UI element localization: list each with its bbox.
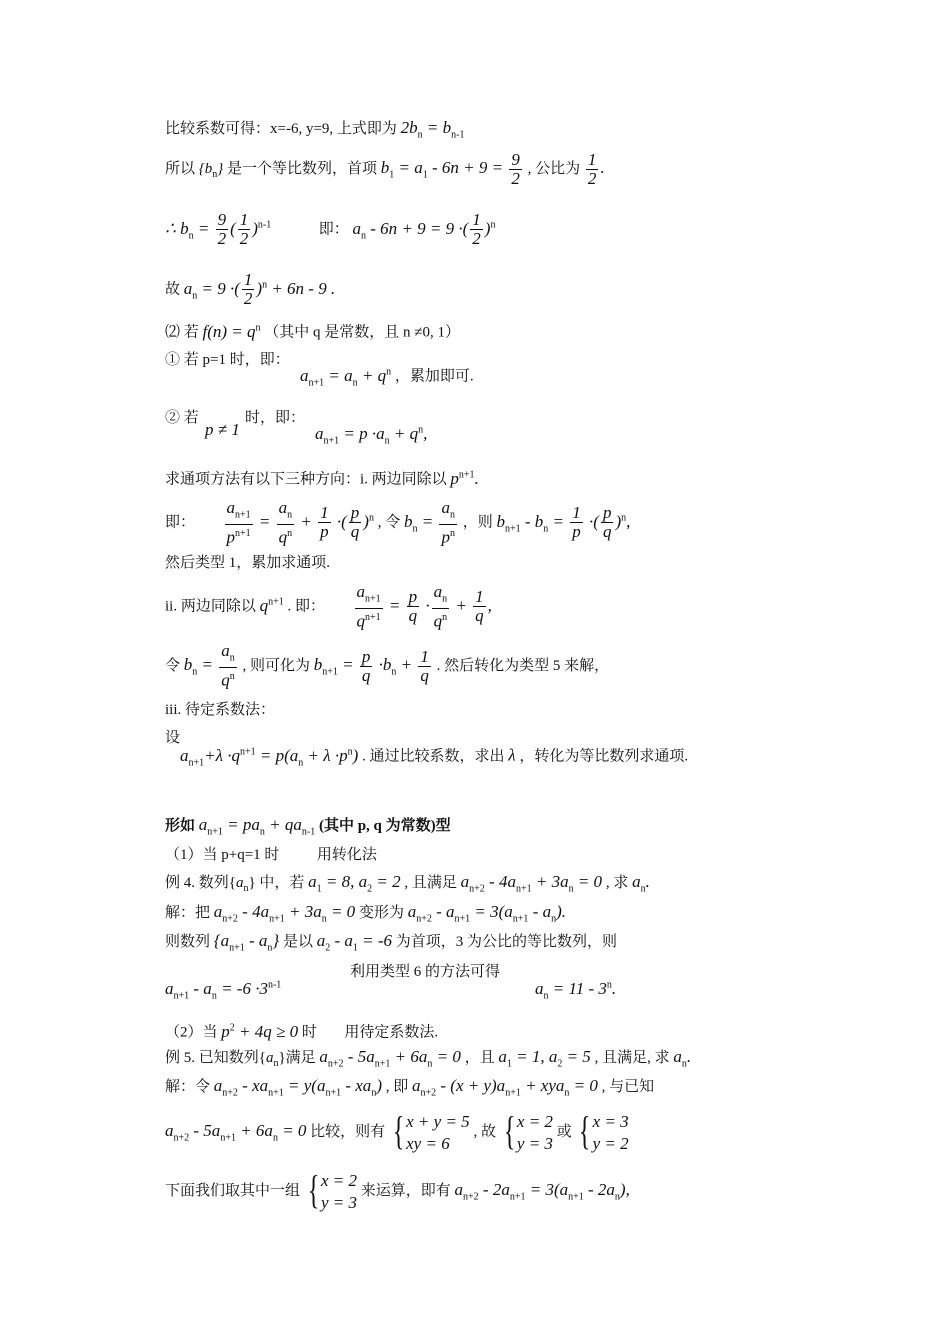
line-bn-formula bbox=[165, 205, 495, 256]
line-geometric-bn bbox=[165, 150, 605, 193]
text: (其中 p, q 为常数)型 bbox=[318, 818, 451, 834]
text: 或 bbox=[556, 1124, 572, 1140]
formula: $2b_n = b_{n-1}$ bbox=[400, 118, 465, 141]
formula: $a_n = 11 - 3^n$. bbox=[535, 978, 617, 1002]
text: 例 5. 已知数列{ bbox=[165, 1050, 266, 1066]
formula: $a_{n+2} - 5a_{n+1} + 6a_n = 0$ bbox=[319, 1047, 461, 1070]
formula: $b_{n+1} - b_n$ = $\frac{1}{p}$ ·( $\frac{p}{q}$ )$^n$, bbox=[496, 503, 631, 542]
line-case2 bbox=[165, 318, 460, 343]
formula: $a_n$ bbox=[235, 875, 249, 894]
formula: $f(n) = q^n$ bbox=[202, 321, 261, 341]
formula: $a_1 = 1$, $a_2 = 5$ bbox=[498, 1047, 591, 1070]
text: ，累加即可. bbox=[394, 368, 474, 385]
text: 例 4. 数列{ bbox=[165, 875, 236, 891]
text: ② 若 bbox=[165, 410, 199, 426]
text: 是以 bbox=[282, 934, 313, 950]
text: 解：把 bbox=[165, 905, 211, 921]
formula: $a_n - 6n + 9 = 9$ ·( $\frac{1}{2}$ )$^n$ bbox=[352, 210, 496, 249]
formula: $a_{n+2} - 2a_{n+1} = 3(a_{n+1} - 2a_n)$, bbox=[454, 1180, 630, 1203]
formula: ∴ $b_n$ = $\frac{9}{2}$ ( $\frac{1}{2}$ )$^{n-1}$ bbox=[165, 210, 272, 249]
text: , 公比为 bbox=[527, 161, 581, 177]
formula: $\{a_{n+1} - a_n\}$ bbox=[213, 931, 280, 954]
text: . 然后转化为类型 5 来解， bbox=[436, 657, 610, 674]
text: 令 bbox=[165, 657, 181, 674]
formula: $a_n$. bbox=[673, 1047, 692, 1070]
line-case-undetermined bbox=[165, 1018, 438, 1043]
section-heading bbox=[165, 815, 451, 842]
line-result-4 bbox=[535, 975, 616, 1006]
text: 时 bbox=[301, 1024, 317, 1041]
text: 比较，则有 bbox=[310, 1124, 386, 1140]
text: 即： bbox=[165, 514, 196, 531]
line-lambda-set bbox=[165, 728, 180, 748]
text: , 且满足 bbox=[404, 875, 457, 891]
text: , 与已知 bbox=[601, 1079, 655, 1095]
text: （1）当 p+q=1 时 bbox=[165, 847, 280, 863]
line-solution-5 bbox=[165, 1076, 654, 1103]
text: ，则 bbox=[462, 514, 493, 531]
formula: $a_{n+2} - 4a_{n+1} + 3a_n = 0$ bbox=[213, 902, 356, 925]
text: 则数列 bbox=[165, 934, 211, 950]
text: 是一个等比数列，首项 bbox=[227, 161, 378, 177]
line-case-pq1 bbox=[165, 845, 377, 865]
text: ⑵ 若 bbox=[165, 324, 199, 341]
line-p-not-1-text bbox=[245, 408, 305, 428]
text: 为首项，3 为公比的等比数列，则 bbox=[395, 934, 618, 950]
text: （2）当 bbox=[165, 1024, 218, 1041]
line-compare bbox=[165, 1106, 629, 1163]
text: 用转化法 bbox=[316, 847, 377, 863]
line-method-ii bbox=[165, 582, 492, 631]
formula: $a_2 - a_1 = -6$ bbox=[316, 931, 393, 954]
line-method-i bbox=[165, 498, 630, 549]
line-method-ii-sub bbox=[165, 642, 609, 692]
formula: $\frac{a_{n+1}}{q^{n+1}}$ = $\frac{p}{q}$ · $\frac{a_n}{q^n}$ + $\frac{1}{q}$ , bbox=[356, 581, 492, 631]
text: ii. 两边同除以 bbox=[165, 598, 256, 615]
line-example-4 bbox=[165, 872, 650, 899]
text: 用待定系数法. bbox=[344, 1024, 439, 1041]
formula: $a_n = 9$ ·( $\frac{1}{2}$ )$^n$ + 6n - 9 . bbox=[183, 270, 336, 309]
formula: $a_{n+2} - xa_{n+1} = y(a_{n+1} - xa_n)$ bbox=[213, 1076, 382, 1099]
text: }满足 bbox=[278, 1050, 316, 1066]
line-type1 bbox=[165, 553, 330, 573]
system-solution-1: { x = 2 y = 3 bbox=[503, 1107, 553, 1153]
line-coefficients bbox=[165, 118, 465, 145]
line-p-not-1-cond bbox=[205, 420, 240, 441]
formula: $a_{n+2} - (x + y)a_{n+1} + xya_n = 0$ bbox=[412, 1076, 598, 1099]
text: ，且 bbox=[464, 1050, 495, 1066]
text: 利用类型 6 的方法可得 bbox=[350, 964, 501, 980]
formula: $a_{n+1} - a_n = -6 \cdot 3^{n-1}$ bbox=[165, 978, 282, 1002]
line-lambda-formula bbox=[180, 742, 688, 773]
system-xy: { x + y = 5 xy = 6 bbox=[392, 1107, 470, 1153]
formula: $a_{n+2} - 5a_{n+1} + 6a_n = 0$ bbox=[165, 1121, 307, 1144]
text: 即： bbox=[318, 221, 349, 238]
text: 比较系数可得：x=-6, y=9, 上式即为 bbox=[165, 121, 397, 137]
text: , 则可化为 bbox=[242, 657, 311, 674]
formula: $a_{n+1} = pa_n + qa_{n-1}$ bbox=[198, 815, 316, 838]
text: 故 bbox=[165, 281, 181, 298]
formula: $p^2 + 4q \ge 0$ bbox=[221, 1021, 299, 1041]
formula: $\frac{1}{2}$ . bbox=[587, 149, 605, 188]
text: } 中，若 bbox=[248, 875, 305, 891]
text: 所以 bbox=[165, 161, 196, 177]
text: . 通过比较系数，求出 bbox=[362, 748, 505, 765]
text: . 即： bbox=[287, 598, 325, 615]
line-method-iii bbox=[165, 700, 275, 720]
text: , 令 bbox=[377, 514, 401, 531]
formula: $p^{n+1}$. bbox=[450, 468, 479, 488]
formula: $q^{n+1}$ bbox=[259, 595, 284, 615]
text: , 且满足, 求 bbox=[594, 1050, 670, 1066]
text: 设 bbox=[165, 730, 181, 746]
formula: $a_{n+1} = p \cdot a_n + q^n$, bbox=[315, 423, 428, 447]
formula: $a_n$. bbox=[632, 872, 650, 895]
line-example-5 bbox=[165, 1047, 691, 1074]
text: 求通项方法有以下三种方向：i. 两边同除以 bbox=[165, 471, 447, 488]
text: ① 若 p=1 时，即： bbox=[165, 352, 290, 368]
formula: $b_n$ = $\frac{a_n}{p^n}$ bbox=[403, 497, 455, 547]
formula: $a_{n+2} - a_{n+1} = 3(a_{n+1} - a_n)$. bbox=[407, 902, 567, 925]
formula: $a_{n+2} - 4a_{n+1} + 3a_n = 0$ bbox=[460, 872, 603, 895]
line-sequence-diff bbox=[165, 931, 617, 958]
text: iii. 待定系数法： bbox=[165, 702, 276, 718]
text: 形如 bbox=[165, 818, 196, 834]
line-pick-group bbox=[165, 1165, 630, 1222]
line-p-not-1 bbox=[165, 408, 199, 428]
formula: $\{b_n\}$ bbox=[198, 161, 224, 180]
text: 来运算，即有 bbox=[360, 1183, 451, 1199]
formula: $a_{n+1}+\lambda \cdot q^{n+1} = p(a_n + \lambda \cdot p^n)$ bbox=[180, 745, 359, 769]
text: ，转化为等比数列求通项. bbox=[519, 748, 689, 765]
text: 解：令 bbox=[165, 1079, 211, 1095]
formula: $a_1 = 8$, $a_2 = 2$ bbox=[308, 872, 401, 895]
formula: $a_n$ bbox=[265, 1050, 279, 1069]
formula: $\frac{a_{n+1}}{p^{n+1}}$ = $\frac{a_n}{q^n}$ + $\frac{1}{p}$ ·( $\frac{p}{q}$ )$^n$ bbox=[226, 497, 374, 547]
text: 下面我们取其中一组 bbox=[165, 1183, 301, 1199]
line-type6 bbox=[350, 962, 500, 982]
formula: $b_n$ = $\frac{a_n}{q^n}$ bbox=[183, 641, 235, 691]
formula: $b_{n+1}$ = $\frac{p}{q}$ $\cdot b_n$ + $\frac{1}{q}$ bbox=[313, 646, 429, 685]
text: （其中 q 是常数，且 n ≠0, 1） bbox=[264, 324, 461, 341]
line-three-methods bbox=[165, 465, 479, 490]
text: 变形为 bbox=[358, 905, 404, 921]
text: 时，即： bbox=[245, 410, 306, 426]
formula: $b_1 = a_1 - 6n + 9$ = $\frac{9}{2}$ bbox=[380, 149, 520, 188]
text: 然后类型 1，累加求通项. bbox=[165, 555, 331, 571]
line-p-equals-1 bbox=[165, 350, 290, 370]
line-solution-4 bbox=[165, 902, 566, 929]
system-solution-2: { x = 3 y = 2 bbox=[579, 1107, 629, 1153]
line-diff-formula bbox=[165, 975, 281, 1006]
system-chosen: { x = 2 y = 3 bbox=[307, 1166, 357, 1212]
formula: λ bbox=[508, 745, 516, 765]
line-p-not-1-formula bbox=[315, 420, 427, 451]
text: , 故 bbox=[473, 1124, 496, 1140]
text: , 即 bbox=[385, 1079, 409, 1095]
line-an-result bbox=[165, 265, 335, 316]
formula: p ≠ 1 bbox=[205, 420, 240, 439]
text: , 求 bbox=[605, 875, 629, 891]
line-p-equals-1-formula bbox=[300, 362, 474, 393]
formula: $a_{n+1} = a_n + q^n$ bbox=[300, 365, 392, 389]
